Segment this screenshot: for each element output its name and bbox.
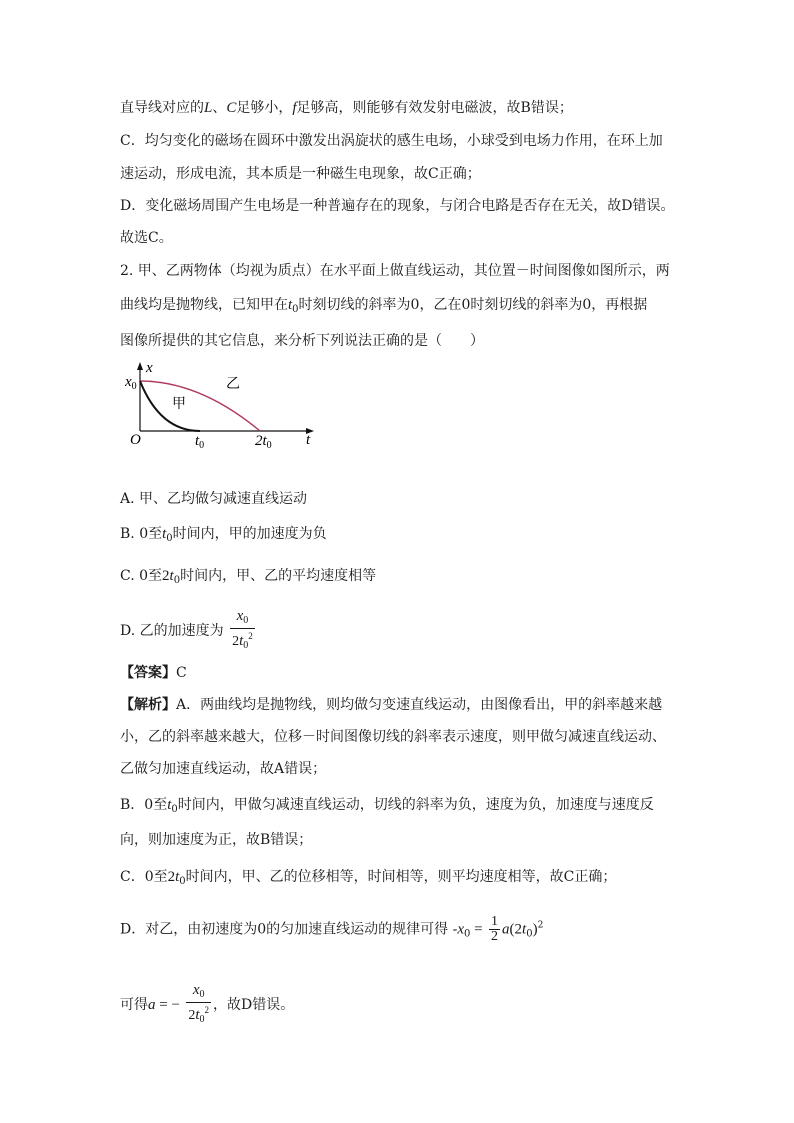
analysis-line-4: B．0至$t_0$时间内，甲做匀减速直线运动，切线的斜率为负，速度为负，加速度与速度反 <box>120 797 654 815</box>
prev-line-4: D．变化磁场周围产生电场是一种普遍存在的现象，与闭合电路是否存在无关，故D错误。 <box>120 198 675 214</box>
analysis-line-1: 【解析】A．两曲线均是抛物线，则均做匀变速直线运动，由图像看出，甲的斜率越来越 <box>120 697 663 713</box>
x-axis-arrow <box>137 362 143 370</box>
prev-line-5: 故选C。 <box>120 230 173 246</box>
axes <box>137 362 314 434</box>
x0-label: $x_0$ <box>125 374 137 392</box>
analysis-line-5: 向，则加速度为正，故B错误； <box>120 832 313 848</box>
analysis-line-3: 乙做匀加速直线运动，故A错误； <box>120 761 327 777</box>
answer-line: 【答案】C <box>120 665 187 681</box>
question-line-2: 曲线均是抛物线，已知甲在$t_0$时刻切线的斜率为0，乙在0时刻切线的斜率为0，再根据 <box>120 297 648 315</box>
axis-label-x: x <box>146 360 153 376</box>
t0-label: $t_0$ <box>195 433 205 451</box>
option-b: B. 0至$t_0$时间内，甲的加速度为负 <box>120 526 327 544</box>
position-time-graph <box>122 358 322 480</box>
prev-line-1: 直导线对应的L、C足够小，f足够高，则能够有效发射电磁波，故B错误； <box>120 100 573 116</box>
question-line-3: 图像所提供的其它信息，来分析下列说法正确的是（ ） <box>120 333 484 349</box>
2t0-label: $2t_0$ <box>255 433 272 451</box>
question-line-1: 2. 甲、乙两物体（均视为质点）在水平面上做直线运动，其位置－时间图像如图所示，两 <box>120 263 670 279</box>
option-c: C. 0至$2t_0$时间内，甲、乙的平均速度相等 <box>120 568 377 586</box>
option-a: A. 甲、乙均做匀减速直线运动 <box>120 491 308 507</box>
curve-jia <box>140 381 200 431</box>
analysis-line-2: 小，乙的斜率越来越大，位移－时间图像切线的斜率表示速度，则甲做匀减速直线运动、 <box>120 729 666 745</box>
prev-line-3: 速运动，形成电流，其本质是一种磁生电现象，故C正确； <box>120 166 481 182</box>
axis-label-t: t <box>306 432 311 448</box>
half-fraction: $\frac{1}{2}$ <box>491 914 499 944</box>
jia-label: 甲 <box>172 397 186 412</box>
yi-label: 乙 <box>226 377 240 392</box>
analysis-line-7: D．对乙，由初速度为0的匀加速直线运动的规律可得 $-x_0$ = $\frac{1}{2}$ $a(2t_0)^2$ <box>120 914 544 944</box>
option-d: D. 乙的加速度为 $\frac{x_0}{2t_0^2}$ <box>120 608 253 651</box>
option-d-fraction: $\frac{x_0}{2t_0^2}$ <box>232 608 253 651</box>
analysis-line-6: C．0至$2t_0$时间内，甲、乙的位移相等，时间相等，则平均速度相等，故C正确； <box>120 869 617 887</box>
curve-yi <box>140 381 260 431</box>
prev-line-2: C．均匀变化的磁场在圆环中激发出涡旋状的感生电场，小球受到电场力作用，在环上加 <box>120 133 663 149</box>
origin-label: O <box>130 432 141 448</box>
result-fraction: $\frac{x_0}{2t_0^2}$ <box>188 982 210 1025</box>
analysis-line-8: 可得a = − $\frac{x_0}{2t_0^2}$ ，故D错误。 <box>120 982 295 1025</box>
